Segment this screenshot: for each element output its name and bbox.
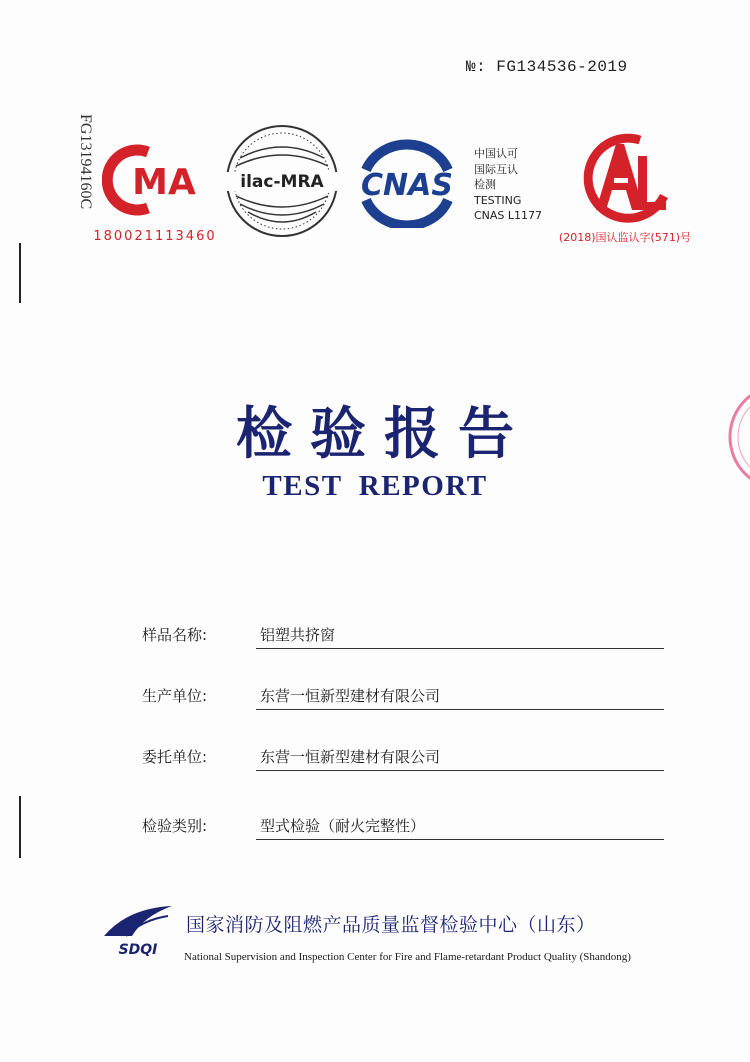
field-underline bbox=[256, 770, 664, 771]
test-category-value: 型式检验（耐火完整性） bbox=[260, 817, 426, 835]
svg-text:SDQI: SDQI bbox=[118, 942, 158, 958]
org-name-cn: 国家消防及阻燃产品质量监督检验中心（山东） bbox=[186, 914, 596, 936]
ilac-mra-logo bbox=[222, 122, 342, 240]
sample-name-label: 样品名称: bbox=[142, 626, 208, 644]
test-category-label: 检验类别: bbox=[142, 817, 208, 835]
cnas-line: CNAS L1177 bbox=[474, 209, 543, 222]
manufacturer-label: 生产单位: bbox=[142, 687, 208, 705]
svg-text:CNAS: CNAS bbox=[361, 168, 453, 203]
cnas-line: TESTING bbox=[474, 193, 522, 207]
cnas-logo bbox=[348, 138, 466, 228]
client-value: 东营一恒新型建材有限公司 bbox=[260, 748, 441, 766]
margin-mark bbox=[19, 243, 21, 303]
report-title-cn: 检验报告 bbox=[236, 402, 532, 467]
cma-logo bbox=[102, 140, 212, 220]
cnas-line: 检测 bbox=[474, 178, 496, 191]
svg-text:MA: MA bbox=[132, 162, 196, 203]
cma-number: 180021113460 bbox=[93, 229, 217, 244]
sample-name-value: 铝塑共挤窗 bbox=[260, 626, 336, 644]
margin-mark bbox=[19, 796, 21, 858]
field-underline bbox=[256, 839, 664, 840]
report-number: №: FG134536-2019 bbox=[466, 58, 628, 76]
sdqi-logo bbox=[98, 902, 178, 960]
manufacturer-value: 东营一恒新型建材有限公司 bbox=[260, 687, 441, 705]
org-name-en: National Supervision and Inspection Center for Fire and Flame-retardant Product Quality (Shandong) bbox=[184, 951, 631, 963]
field-underline bbox=[256, 709, 664, 710]
report-title-en: TEST REPORT bbox=[262, 470, 488, 502]
serial-number: FG13194160C bbox=[77, 114, 94, 210]
cal-logo bbox=[568, 126, 680, 226]
cnas-line: 中国认可 bbox=[474, 147, 518, 160]
cnas-accreditation-text bbox=[474, 146, 564, 224]
client-label: 委托单位: bbox=[142, 748, 208, 766]
cnas-line: 国际互认 bbox=[474, 162, 518, 176]
svg-text:ilac-MRA: ilac-MRA bbox=[240, 172, 324, 192]
field-underline bbox=[256, 648, 664, 649]
cal-caption: (2018)国认监认字(571)号 bbox=[558, 231, 692, 244]
